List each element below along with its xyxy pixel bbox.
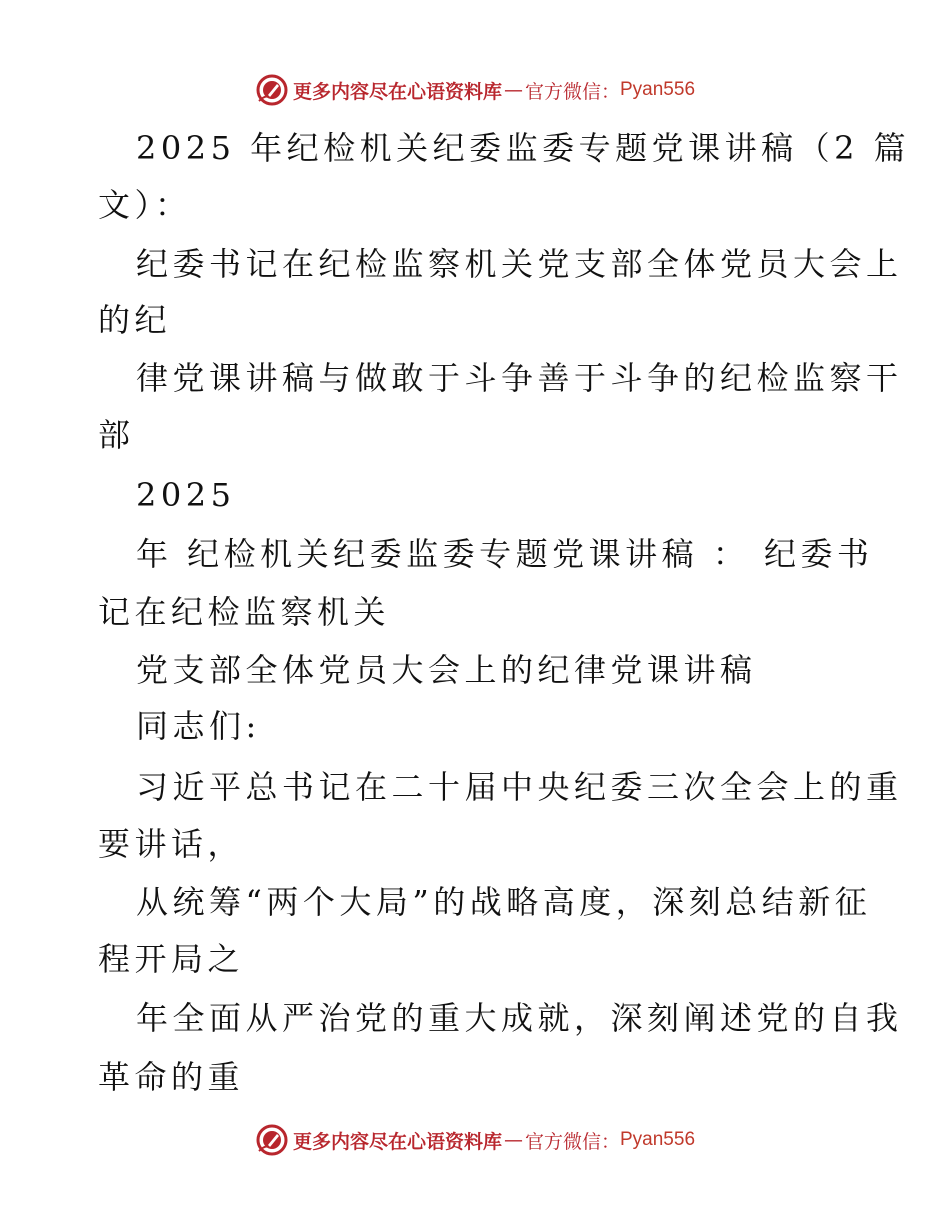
doc-title-line-2: 文）：: [98, 186, 192, 224]
banner-subtitle: 官方微信：: [524, 1130, 620, 1153]
doc-line: 的纪: [98, 301, 172, 339]
pen-logo-icon: [255, 1123, 289, 1157]
doc-line: 记在纪检监察机关: [98, 593, 391, 631]
banner-title: 更多内容尽在心语资料库: [292, 1130, 502, 1153]
doc-line: 纪委书记在纪检监察机关党支部全体党员大会上: [136, 245, 903, 283]
banner-wechat-id: Pyan556: [620, 79, 696, 100]
doc-line: 要讲话，: [98, 825, 245, 863]
banner-title: 更多内容尽在心语资料库: [292, 80, 502, 103]
doc-line: 党支部全体党员大会上的纪律党课讲稿: [136, 651, 757, 689]
doc-line: 年全面从严治党的重大成就，深刻阐述党的自我: [136, 999, 903, 1037]
doc-line: 从统筹“两个大局”的战略高度，深刻总结新征: [136, 883, 872, 921]
footer-banner: [0, 1120, 950, 1160]
banner-wechat-id: Pyan556: [620, 1129, 696, 1150]
banner-separator: —: [503, 1129, 523, 1151]
doc-line: 革命的重: [98, 1058, 245, 1096]
doc-line: 习近平总书记在二十届中央纪委三次全会上的重: [136, 768, 903, 806]
doc-line: 年 纪检机关纪委监委专题党课讲稿 ： 纪委书: [136, 535, 874, 573]
banner-subtitle: 官方微信：: [524, 80, 620, 103]
doc-title-line-1: 2025 年纪检机关纪委监委专题党课讲稿（2 篇: [136, 129, 911, 167]
banner-separator: —: [503, 79, 523, 101]
doc-line: 2025: [136, 476, 236, 514]
pen-logo-icon: [255, 73, 289, 107]
doc-line: 部: [98, 416, 135, 454]
doc-line: 程开局之: [98, 940, 245, 978]
doc-salutation: 同志们:: [136, 707, 261, 745]
header-banner: [0, 70, 950, 110]
doc-line: 律党课讲稿与做敢于斗争善于斗争的纪检监察干: [136, 359, 903, 397]
